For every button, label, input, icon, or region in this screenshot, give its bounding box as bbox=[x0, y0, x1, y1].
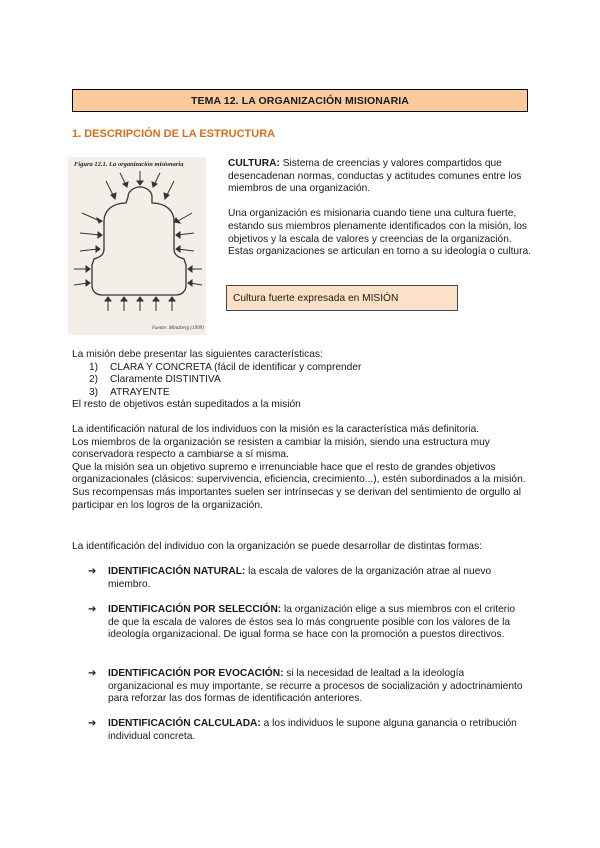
form-title: IDENTIFICACIÓN CALCULADA: bbox=[108, 718, 261, 729]
figure-background bbox=[68, 157, 206, 335]
form-text: a los individuos le supone alguna ganancia o retribución individual concreta. bbox=[108, 718, 517, 742]
mission-organization-figure bbox=[68, 157, 206, 335]
list-item bbox=[88, 668, 528, 706]
section-heading: 1. DESCRIPCIÓN DE LA ESTRUCTURA bbox=[72, 128, 276, 140]
culture-definition bbox=[228, 158, 533, 196]
list-item-text: ATRAYENTE bbox=[110, 386, 170, 398]
page-title-text: TEMA 12. LA ORGANIZACIÓN MISIONARIA bbox=[191, 94, 409, 107]
highlight-box bbox=[226, 285, 458, 311]
list-item-number: 2) bbox=[89, 374, 99, 386]
form-item-natural bbox=[88, 566, 528, 591]
form-item-evocation bbox=[88, 668, 528, 706]
figure-diagram bbox=[68, 157, 206, 335]
culture-definition-text: Sistema de creencias y valores compartidos que desencadenan normas, conductas y actitudes comunes entre los miembros de una organización. bbox=[228, 158, 522, 195]
arrow-right-icon: ➔ bbox=[88, 718, 97, 729]
form-text: la organización elige a sus miembros con el criterio de que la escala de valores de éstos sea lo más congruente posible con los valores de la ideología organizacional. De igual forma se hace con la promoción a puestos directivos. bbox=[108, 604, 516, 641]
intro-block bbox=[228, 158, 533, 271]
form-title: IDENTIFICACIÓN POR SELECCIÓN: bbox=[108, 604, 282, 615]
form-title: IDENTIFICACIÓN NATURAL: bbox=[108, 566, 246, 577]
identification-p1: La identificación natural de los individuos con la misión es la característica más definitoria. bbox=[72, 424, 480, 435]
list-item bbox=[89, 361, 532, 375]
characteristics-block bbox=[72, 349, 532, 412]
list-item-number: 1) bbox=[89, 361, 99, 373]
form-item-selection bbox=[88, 604, 528, 642]
list-item bbox=[88, 718, 528, 743]
culture-term: CULTURA: bbox=[228, 158, 280, 169]
characteristics-note: El resto de objetivos están supeditados a la misión bbox=[72, 399, 301, 411]
list-item bbox=[88, 566, 528, 591]
form-text: la escala de valores de la organización atrae al nuevo miembro. bbox=[108, 566, 492, 590]
form-title: IDENTIFICACIÓN POR EVOCACIÓN: bbox=[108, 668, 284, 679]
identification-p3: Que la misión sea un objetivo supremo e irrenunciable hace que el resto de grandes objetivos organizacionales (clásicos: supervivencia, eficiencia, crecimiento...), estén subordinados a la misión. bbox=[72, 461, 526, 486]
list-item-text: Claramente DISTINTIVA bbox=[110, 374, 221, 386]
forms-intro: La identificación del individuo con la organización se puede desarrollar de distintas formas: bbox=[72, 541, 483, 552]
list-item bbox=[89, 386, 532, 400]
characteristics-list bbox=[72, 362, 532, 400]
characteristics-intro: La misión debe presentar las siguientes características: bbox=[72, 349, 323, 360]
form-item-calculated bbox=[88, 718, 528, 743]
identification-p2: Los miembros de la organización se resisten a cambiar la misión, siendo una estructura muy conservadora respecto a cambiarse a sí misma. bbox=[72, 436, 490, 461]
highlight-text: Cultura fuerte expresada en MISIÓN bbox=[233, 292, 399, 304]
list-item bbox=[89, 374, 532, 387]
list-item bbox=[88, 604, 528, 642]
identification-p4: Sus recompensas más importantes suelen ser intrínsecas y se derivan del sentimiento de orgullo al participar en los logros de la organización. bbox=[72, 486, 522, 511]
arrow-right-icon: ➔ bbox=[88, 604, 97, 615]
list-item-text: CLARA Y CONCRETA (fácil de identificar y comprender bbox=[110, 361, 362, 373]
page-title bbox=[72, 89, 528, 112]
list-item-number: 3) bbox=[89, 386, 99, 398]
arrow-right-icon: ➔ bbox=[88, 668, 97, 679]
arrow-right-icon: ➔ bbox=[88, 566, 97, 577]
identification-block bbox=[72, 424, 532, 512]
figure-caption: Figura 12.1. La organización misionaria bbox=[74, 161, 184, 168]
figure-source: Fuente: Mintzberg (1999) bbox=[152, 326, 204, 331]
form-text: si la necesidad de lealtad a la ideología organizacional es muy importante, se recurre a procesos de socialización y adoctrinamiento para reforzar las dos formas de identificación anteriores. bbox=[108, 668, 523, 705]
mission-organization-paragraph: Una organización es misionaria cuando tiene una cultura fuerte, estando sus miembros plenamente identificados con la misión, los objetivos y la escala de valores y creencias de la organización. Estas organizaciones se articulan en torno a su ideología o cultura. bbox=[228, 208, 531, 258]
